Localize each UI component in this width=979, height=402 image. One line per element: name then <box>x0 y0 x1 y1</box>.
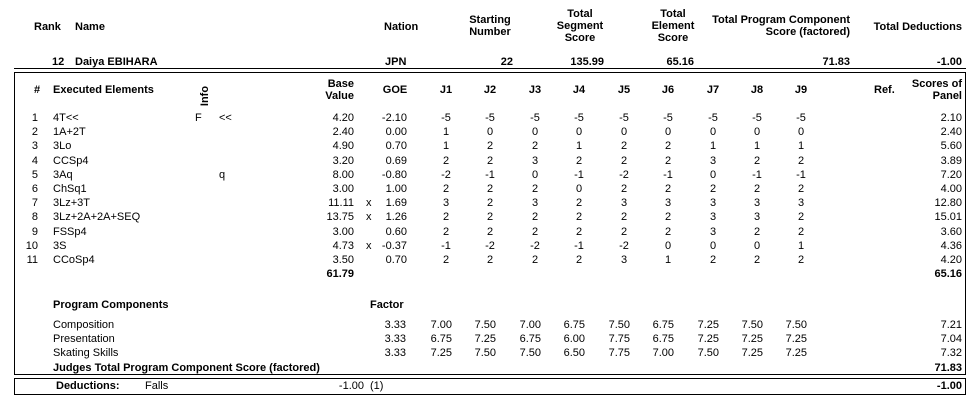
element-judge-score-j2: 2 <box>486 211 494 224</box>
element-judge-score-j8: 0 <box>753 126 761 139</box>
judge-header-j6: J6 <box>661 84 675 96</box>
element-judge-score-j9: 2 <box>797 211 805 224</box>
element-judge-score-j7: -5 <box>708 112 718 124</box>
element-judge-score-j5: 3 <box>620 197 628 210</box>
element-name: CCoSp4 <box>53 254 95 266</box>
element-judge-score-j9: -5 <box>796 112 806 124</box>
element-number: 4 <box>31 154 38 167</box>
element-judge-score-j7: 1 <box>709 140 717 153</box>
element-number: 1 <box>31 112 38 124</box>
element-judge-score-j2: 0 <box>486 126 494 139</box>
element-judge-score-j8: 2 <box>753 154 761 167</box>
element-info: F <box>195 112 202 124</box>
element-judge-score-j9: 2 <box>797 225 805 238</box>
element-judge-score-j2: 2 <box>486 154 494 167</box>
element-judge-score-j3: 2 <box>531 225 539 238</box>
element-judge-score-j2: 2 <box>486 183 494 195</box>
element-judge-score-j6: 0 <box>664 126 672 139</box>
element-judge-score-j2: -5 <box>485 112 495 124</box>
component-judge-score-j1: 7.25 <box>430 347 452 359</box>
starting-number-header: Starting Number <box>469 14 511 38</box>
skater-nation: JPN <box>385 56 407 68</box>
skater-name: Daiya EBIHARA <box>75 56 158 68</box>
component-judge-score-j6: 6.75 <box>652 333 674 345</box>
element-name: 4T<< <box>53 112 79 124</box>
element-base-value: 3.00 <box>332 183 354 195</box>
component-judge-score-j9: 7.50 <box>785 319 807 331</box>
info-header: Info <box>199 85 211 107</box>
element-judge-score-j1: -1 <box>441 239 451 252</box>
component-judge-score-j2: 7.50 <box>474 347 496 359</box>
element-judge-score-j7: 0 <box>709 239 717 252</box>
component-judge-score-j3: 7.50 <box>519 347 541 359</box>
deduction-type: Falls <box>145 380 169 392</box>
element-judge-score-j1: 3 <box>442 197 450 210</box>
element-judge-score-j4: 2 <box>575 211 583 224</box>
element-number: 3 <box>31 140 38 153</box>
element-judge-score-j3: 3 <box>531 197 539 210</box>
element-judge-score-j8: 2 <box>753 183 761 195</box>
element-judge-score-j5: 2 <box>620 140 628 153</box>
program-components-header: Program Components <box>53 299 169 311</box>
element-goe: -2.10 <box>381 112 407 124</box>
element-judge-score-j5: -5 <box>619 112 629 124</box>
element-number: 8 <box>31 211 38 224</box>
element-num-header: # <box>34 84 41 96</box>
element-judge-score-j2: 2 <box>486 225 494 238</box>
tss-header: Total Segment Score <box>556 8 604 44</box>
element-bonus-marker: x <box>366 197 372 210</box>
element-judge-score-j4: 2 <box>575 197 583 210</box>
tes-header: Total Element Score <box>651 8 695 44</box>
element-judge-score-j2: -2 <box>485 239 495 252</box>
element-base-value: 3.00 <box>332 225 354 238</box>
element-judge-score-j4: 0 <box>575 183 583 195</box>
goe-header: GOE <box>382 84 408 96</box>
ref-header: Ref. <box>874 84 895 96</box>
component-judge-score-j7: 7.25 <box>697 319 719 331</box>
element-judge-score-j6: 2 <box>664 140 672 153</box>
element-judge-score-j9: 1 <box>797 140 805 153</box>
scores-of-panel-header: Scores of Panel <box>911 78 962 102</box>
element-goe: 0.70 <box>385 140 407 153</box>
component-judge-score-j5: 7.50 <box>608 319 630 331</box>
judge-header-j5: J5 <box>617 84 631 96</box>
element-base-value: 13.75 <box>326 211 354 224</box>
judge-header-j1: J1 <box>439 84 453 96</box>
element-judge-score-j1: 1 <box>442 140 450 153</box>
element-judge-score-j9: 2 <box>797 254 805 266</box>
component-judge-score-j9: 7.25 <box>785 333 807 345</box>
element-judge-score-j1: 2 <box>442 211 450 224</box>
deduction-value: -1.00 <box>338 380 364 392</box>
element-judge-score-j1: 2 <box>442 154 450 167</box>
element-goe: 0.70 <box>385 254 407 266</box>
element-judge-score-j6: -1 <box>663 168 673 181</box>
element-judge-score-j1: -2 <box>441 168 451 181</box>
element-name: 3Lz+3T <box>53 197 90 210</box>
element-goe: 0.00 <box>385 126 407 139</box>
element-judge-score-j7: 2 <box>709 254 717 266</box>
element-judge-score-j8: 0 <box>753 239 761 252</box>
element-base-value: 4.20 <box>332 112 354 124</box>
element-goe: -0.80 <box>381 168 407 181</box>
component-judge-score-j6: 7.00 <box>652 347 674 359</box>
element-bonus-marker: x <box>366 211 372 224</box>
component-name: Skating Skills <box>53 347 119 359</box>
element-judge-score-j1: 2 <box>442 183 450 195</box>
element-name: 1A+2T <box>53 126 86 139</box>
base-value-header: Base Value <box>325 78 354 102</box>
component-judge-score-j1: 6.75 <box>430 333 452 345</box>
element-judge-score-j7: 3 <box>709 211 717 224</box>
element-number: 10 <box>25 239 38 252</box>
component-judge-score-j1: 7.00 <box>430 319 452 331</box>
element-judge-score-j7: 3 <box>709 197 717 210</box>
element-judge-score-j6: -5 <box>663 112 673 124</box>
element-judge-score-j9: 2 <box>797 183 805 195</box>
element-judge-score-j3: 0 <box>531 168 539 181</box>
component-judge-score-j4: 6.50 <box>563 347 585 359</box>
component-name: Presentation <box>53 333 115 345</box>
deductions-label: Deductions: <box>56 380 120 392</box>
rank-header: Rank <box>34 21 61 33</box>
element-judge-score-j3: 2 <box>531 183 539 195</box>
element-flag: q <box>219 168 226 181</box>
element-judge-score-j3: 0 <box>531 126 539 139</box>
element-number: 2 <box>31 126 38 139</box>
element-judge-score-j1: 2 <box>442 254 450 266</box>
executed-elements-header: Executed Elements <box>53 84 154 96</box>
component-factor: 3.33 <box>384 347 406 359</box>
element-judge-score-j4: -1 <box>574 168 584 181</box>
component-judge-score-j8: 7.25 <box>741 347 763 359</box>
component-judge-score-j6: 6.75 <box>652 319 674 331</box>
skater-rank: 12 <box>52 56 65 68</box>
component-judge-score-j2: 7.25 <box>474 333 496 345</box>
element-base-value: 4.90 <box>332 140 354 153</box>
element-name: FSSp4 <box>53 225 87 238</box>
element-number: 7 <box>31 197 38 210</box>
element-judge-score-j4: -5 <box>574 112 584 124</box>
element-name: 3Lz+2A+2A+SEQ <box>53 211 141 224</box>
component-judge-score-j5: 7.75 <box>608 347 630 359</box>
component-judge-score-j2: 7.50 <box>474 319 496 331</box>
element-judge-score-j8: -1 <box>752 168 762 181</box>
element-judge-score-j7: 3 <box>709 225 717 238</box>
element-goe: 0.69 <box>385 154 407 167</box>
factor-header: Factor <box>370 299 404 311</box>
element-base-value: 3.50 <box>332 254 354 266</box>
element-judge-score-j9: 3 <box>797 197 805 210</box>
element-judge-score-j3: 2 <box>531 140 539 153</box>
element-judge-score-j7: 2 <box>709 183 717 195</box>
element-judge-score-j6: 2 <box>664 183 672 195</box>
element-base-value: 8.00 <box>332 168 354 181</box>
element-judge-score-j3: 3 <box>531 154 539 167</box>
judge-header-j7: J7 <box>706 84 720 96</box>
element-judge-score-j6: 3 <box>664 197 672 210</box>
element-judge-score-j1: 1 <box>442 126 450 139</box>
deduction-total: -1.00 <box>936 380 962 392</box>
element-judge-score-j2: 2 <box>486 254 494 266</box>
component-name: Composition <box>53 319 115 331</box>
element-goe: 1.00 <box>385 183 407 195</box>
element-judge-score-j6: 2 <box>664 225 672 238</box>
element-judge-score-j5: -2 <box>619 239 629 252</box>
element-flag: << <box>219 112 232 124</box>
element-panel-score: 4.36 <box>940 239 962 252</box>
element-judge-score-j5: 0 <box>620 126 628 139</box>
element-panel-score: 7.20 <box>940 168 962 181</box>
element-judge-score-j8: 1 <box>753 140 761 153</box>
element-base-value: 3.20 <box>332 154 354 167</box>
element-judge-score-j8: 3 <box>753 197 761 210</box>
element-judge-score-j1: 2 <box>442 225 450 238</box>
element-panel-score: 3.60 <box>940 225 962 238</box>
element-judge-score-j5: -2 <box>619 168 629 181</box>
pcs-total-label: Judges Total Program Component Score (factored) <box>53 362 320 374</box>
judge-header-j3: J3 <box>528 84 542 96</box>
element-judge-score-j5: 3 <box>620 254 628 266</box>
element-judge-score-j6: 2 <box>664 211 672 224</box>
element-base-value: 4.73 <box>332 239 354 252</box>
starting-number: 22 <box>500 56 513 68</box>
element-number: 6 <box>31 183 38 195</box>
total-pcs: 71.83 <box>822 56 850 68</box>
component-judge-score-j4: 6.00 <box>563 333 585 345</box>
element-number: 9 <box>31 225 38 238</box>
element-judge-score-j8: -5 <box>752 112 762 124</box>
component-panel-score: 7.04 <box>940 333 962 345</box>
element-judge-score-j9: 2 <box>797 154 805 167</box>
element-name: 3Lo <box>53 140 72 153</box>
element-panel-score: 2.40 <box>940 126 962 139</box>
total-segment-score: 135.99 <box>570 56 604 68</box>
element-judge-score-j8: 2 <box>753 254 761 266</box>
nation-header: Nation <box>384 21 419 33</box>
element-panel-score: 4.00 <box>940 183 962 195</box>
deductions-header: Total Deductions <box>873 21 962 33</box>
element-judge-score-j6: 2 <box>664 154 672 167</box>
element-base-value: 11.11 <box>328 197 354 210</box>
element-judge-score-j6: 1 <box>664 254 672 266</box>
element-number: 5 <box>31 168 38 181</box>
element-judge-score-j5: 2 <box>620 183 628 195</box>
component-judge-score-j8: 7.25 <box>741 333 763 345</box>
element-judge-score-j7: 0 <box>709 168 717 181</box>
judge-header-j8: J8 <box>750 84 764 96</box>
elements-score-total: 65.16 <box>934 268 962 280</box>
deduction-count: (1) <box>370 380 384 392</box>
element-goe: 1.69 <box>385 197 407 210</box>
element-base-value: 2.40 <box>332 126 354 139</box>
base-value-total: 61.79 <box>326 268 354 280</box>
element-judge-score-j5: 2 <box>620 154 628 167</box>
element-panel-score: 5.60 <box>940 140 962 153</box>
element-name: ChSq1 <box>53 183 87 195</box>
component-factor: 3.33 <box>384 319 406 331</box>
element-judge-score-j4: -1 <box>574 239 584 252</box>
component-judge-score-j5: 7.75 <box>608 333 630 345</box>
component-judge-score-j7: 7.25 <box>697 333 719 345</box>
element-judge-score-j8: 2 <box>753 225 761 238</box>
element-judge-score-j3: 2 <box>531 211 539 224</box>
element-judge-score-j1: -5 <box>441 112 451 124</box>
element-panel-score: 15.01 <box>934 211 962 224</box>
component-judge-score-j4: 6.75 <box>563 319 585 331</box>
total-element-score: 65.16 <box>666 56 694 68</box>
element-judge-score-j4: 2 <box>575 154 583 167</box>
pcs-total-score: 71.83 <box>934 362 962 374</box>
judge-header-j9: J9 <box>794 84 808 96</box>
element-judge-score-j9: 1 <box>797 239 805 252</box>
element-judge-score-j5: 2 <box>620 211 628 224</box>
component-panel-score: 7.32 <box>940 347 962 359</box>
element-judge-score-j7: 3 <box>709 154 717 167</box>
element-judge-score-j2: -1 <box>485 168 495 181</box>
element-goe: 0.60 <box>385 225 407 238</box>
element-judge-score-j2: 2 <box>486 140 494 153</box>
component-judge-score-j3: 7.00 <box>519 319 541 331</box>
name-header: Name <box>75 21 105 33</box>
element-judge-score-j9: -1 <box>796 168 806 181</box>
element-judge-score-j2: 2 <box>486 197 494 210</box>
component-judge-score-j3: 6.75 <box>519 333 541 345</box>
judge-header-j2: J2 <box>483 84 497 96</box>
element-judge-score-j3: -5 <box>530 112 540 124</box>
total-deductions: -1.00 <box>936 56 962 68</box>
element-goe: -0.37 <box>381 239 407 252</box>
element-panel-score: 12.80 <box>934 197 962 210</box>
element-panel-score: 4.20 <box>940 254 962 266</box>
element-goe: 1.26 <box>385 211 407 224</box>
element-judge-score-j3: 2 <box>531 254 539 266</box>
component-factor: 3.33 <box>384 333 406 345</box>
element-name: CCSp4 <box>53 154 89 167</box>
element-judge-score-j5: 2 <box>620 225 628 238</box>
element-number: 11 <box>26 254 38 266</box>
component-judge-score-j9: 7.25 <box>785 347 807 359</box>
element-judge-score-j4: 0 <box>575 126 583 139</box>
component-judge-score-j7: 7.50 <box>697 347 719 359</box>
element-judge-score-j3: -2 <box>530 239 540 252</box>
component-panel-score: 7.21 <box>940 319 962 331</box>
element-judge-score-j4: 2 <box>575 254 583 266</box>
element-name: 3Aq <box>53 168 73 181</box>
element-judge-score-j8: 3 <box>753 211 761 224</box>
element-name: 3S <box>53 239 67 252</box>
pcs-header: Total Program Component Score (factored) <box>712 14 850 38</box>
element-panel-score: 2.10 <box>940 112 962 124</box>
summary-divider <box>14 68 966 69</box>
element-judge-score-j7: 0 <box>709 126 717 139</box>
element-panel-score: 3.89 <box>940 154 962 167</box>
judge-header-j4: J4 <box>572 84 586 96</box>
element-bonus-marker: x <box>366 239 372 252</box>
element-judge-score-j4: 2 <box>575 225 583 238</box>
element-judge-score-j9: 0 <box>797 126 805 139</box>
component-judge-score-j8: 7.50 <box>741 319 763 331</box>
element-judge-score-j6: 0 <box>664 239 672 252</box>
element-judge-score-j4: 1 <box>575 140 583 153</box>
